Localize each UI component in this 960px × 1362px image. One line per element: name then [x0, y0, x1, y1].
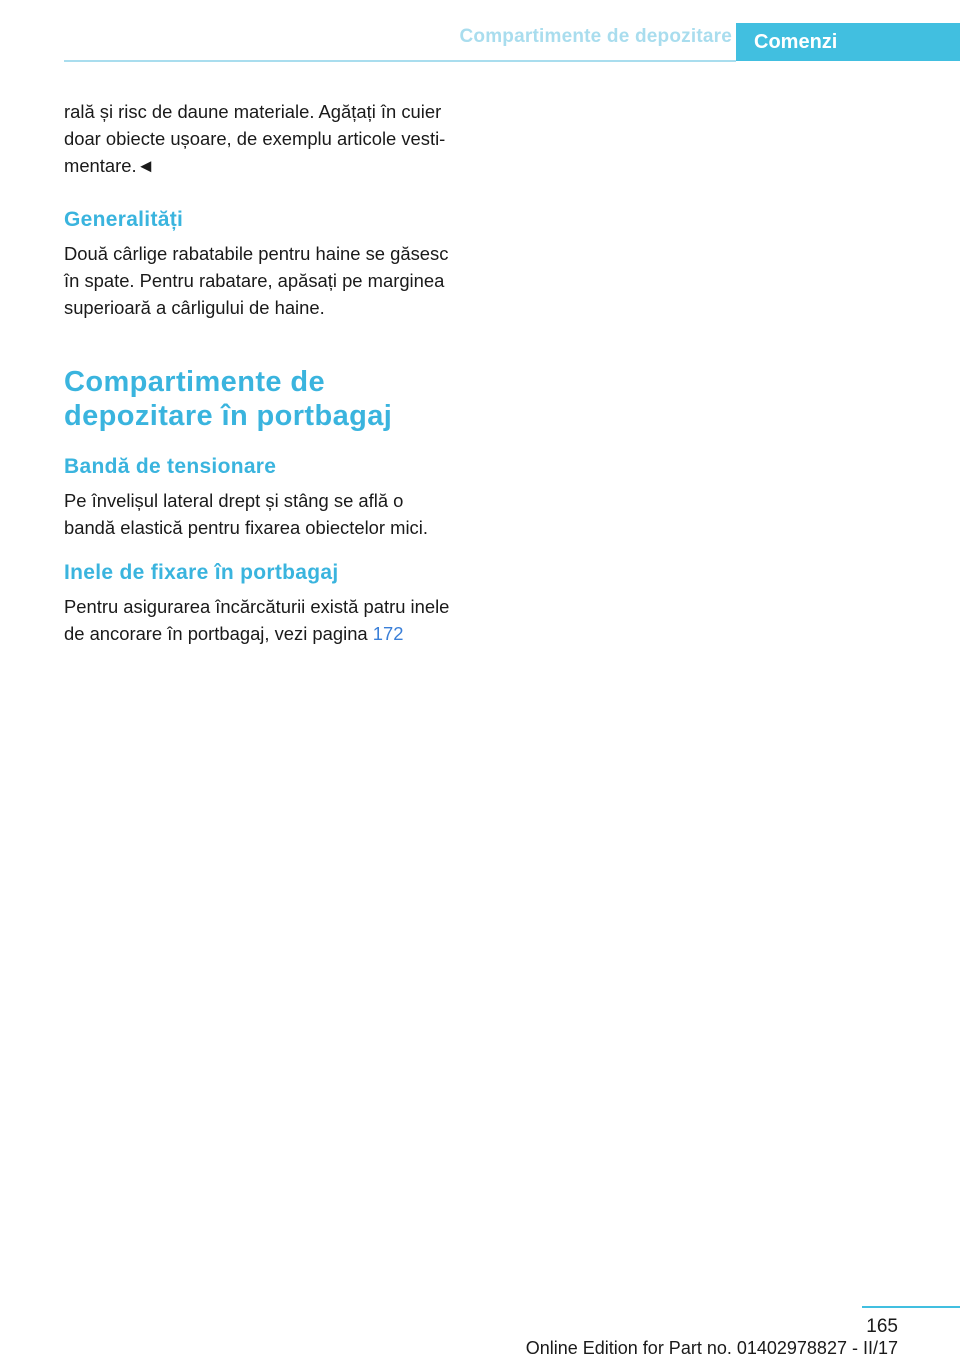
trunk-storage-heading — [64, 365, 484, 433]
general-paragraph — [64, 240, 484, 321]
page-reference-link[interactable]: 172 — [372, 623, 404, 644]
tension-strap-paragraph — [64, 487, 484, 541]
lashing-line-2: de ancorare în portbagaj, vezi pagina — [64, 623, 373, 644]
page-number: 165 — [866, 1316, 898, 1337]
general-line-3: superioară a cârligului de haine. — [64, 297, 325, 318]
tension-line-1: Pe învelișul lateral drept și stâng se află o — [64, 490, 404, 511]
lashing-eyes-heading: Inele de fixare în portbagaj — [64, 561, 339, 584]
page-content — [64, 98, 484, 647]
general-heading: Generalități — [64, 208, 184, 231]
chapter-tab[interactable]: Comenzi — [736, 23, 960, 61]
general-line-2: în spate. Pentru rabatare, apăsați pe marginea — [64, 270, 445, 291]
intro-paragraph — [64, 98, 484, 179]
edition-footer: Online Edition for Part no. 01402978827 - II/17 — [525, 1338, 898, 1358]
footer-divider — [862, 1306, 960, 1308]
tension-strap-heading: Bandă de tensionare — [64, 455, 277, 478]
trunk-heading-line-1: Compartimente de — [64, 366, 325, 398]
lashing-eyes-paragraph — [64, 593, 484, 647]
tension-line-2: bandă elastică pentru fixarea obiectelor mici. — [64, 517, 428, 538]
intro-line-1: rală și risc de daune materiale. Agățați în cuier — [64, 101, 442, 122]
header-divider — [64, 60, 736, 62]
lashing-line-1: Pentru asigurarea încărcăturii există patru inele — [64, 596, 450, 617]
trunk-heading-line-2: depozitare în portbagaj — [64, 400, 393, 432]
intro-line-3: mentare.◄ — [64, 155, 155, 176]
general-line-1: Două cârlige rabatabile pentru haine se găsesc — [64, 243, 449, 264]
header-section-title: Compartimente de depozitare — [459, 26, 732, 47]
intro-line-2: doar obiecte ușoare, de exemplu articole vesti- — [64, 128, 446, 149]
